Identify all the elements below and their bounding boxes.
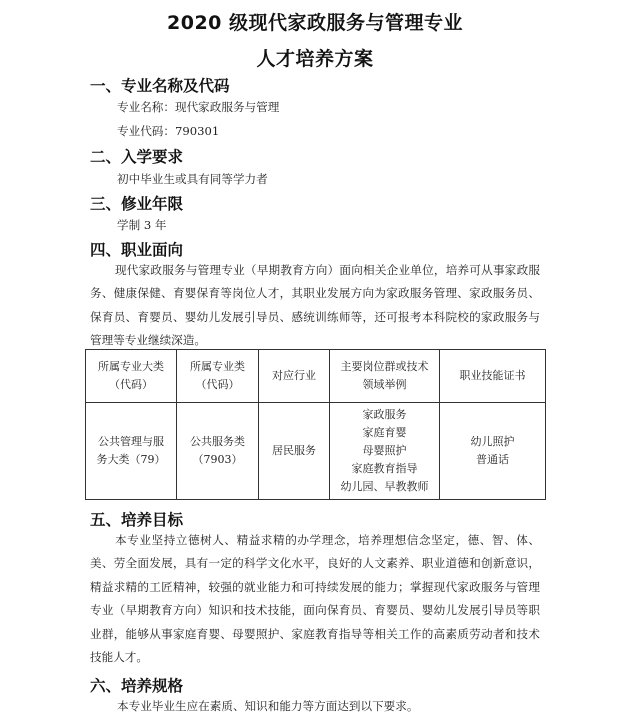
header-cell — [259, 350, 330, 403]
major-name-line: 专业名称：现代家政服务与管理 — [117, 100, 280, 114]
header-cell — [86, 350, 177, 403]
cell-text: 公共服务类 — [190, 435, 245, 448]
section-heading-3: 三、修业年限 — [90, 195, 184, 213]
table-cell — [330, 403, 440, 500]
table-cell — [177, 403, 259, 500]
header-text: 职业技能证书 — [459, 369, 526, 382]
cell-text: 家政服务 — [362, 408, 407, 421]
document-title-line2: 人才培养方案 — [256, 48, 374, 70]
header-text: 主要岗位群或技术 — [340, 360, 429, 373]
study-duration-text: 学制 3 年 — [117, 218, 167, 232]
header-cell — [177, 350, 259, 403]
table-cell — [259, 403, 330, 500]
header-text: 对应行业 — [272, 369, 316, 382]
section-heading-1: 一、专业名称及代码 — [90, 77, 230, 95]
cell-text: 幼儿照护 — [470, 435, 515, 448]
admission-requirement-text: 初中毕业生或具有同等学力者 — [117, 172, 268, 186]
table-cell — [440, 403, 546, 500]
header-text: 所属专业类 — [190, 360, 245, 373]
cell-text: 公共管理与服 — [98, 435, 164, 448]
section-heading-5: 五、培养目标 — [90, 511, 184, 529]
document-title-line1: 2020 级现代家政服务与管理专业 — [167, 12, 463, 34]
header-text: （代码） — [195, 378, 240, 391]
header-text: 所属专业大类 — [98, 360, 164, 373]
cell-text: 务大类（79） — [96, 453, 166, 466]
training-spec-text: 本专业毕业生应在素质、知识和能力等方面达到以下要求。 — [117, 699, 419, 713]
cell-text: 家庭教育指导 — [351, 462, 418, 475]
cell-text: 普通话 — [476, 453, 509, 466]
header-text: （代码） — [109, 378, 153, 391]
table-cell — [86, 403, 177, 500]
section-heading-4: 四、职业面向 — [90, 241, 184, 259]
header-cell — [440, 350, 546, 403]
cell-text: 居民服务 — [272, 444, 316, 457]
cell-text: 母婴照护 — [362, 444, 407, 457]
cell-text: 家庭育婴 — [362, 426, 407, 439]
training-objective-paragraph: 本专业坚持立德树人、精益求精的办学理念，培养理想信念坚定，德、智、体、美、劳全面发展，具有一定的科学文化水平，良好的人文素养、职业道德和创新意识，精益求精的工匠精神，较强的就业能力和可持续发展的能力；掌握现代家政服务与管理专业（早期教育方向）知识和技术技能，面向保育员、育婴员、婴幼儿发展引导员等职业群，能够从事家庭育婴、母婴照护、家庭教育指导等相关工作的高素质劳动者和技术技能人才。 — [90, 533, 540, 665]
cell-text: （7903） — [192, 453, 243, 466]
occupation-table — [85, 349, 546, 500]
cell-text: 幼儿园、早教教师 — [340, 480, 429, 493]
header-text: 领域举例 — [362, 378, 407, 391]
major-code-line: 专业代码：790301 — [117, 124, 220, 138]
section-heading-2: 二、入学要求 — [90, 148, 184, 166]
section-heading-6: 六、培养规格 — [90, 677, 184, 695]
table-header-row — [86, 350, 546, 403]
career-orientation-paragraph: 现代家政服务与管理专业（早期教育方向）面向相关企业单位，培养可从事家政服务、健康保健、育婴保育等岗位人才，其职业发展方向为家政服务管理、家政服务员、保育员、育婴员、婴幼儿发展引导员、感统训练师等，还可报考本科院校的家政服务与管理等专业继续深造。 — [90, 263, 540, 348]
header-cell — [330, 350, 440, 403]
table-row — [86, 403, 546, 500]
